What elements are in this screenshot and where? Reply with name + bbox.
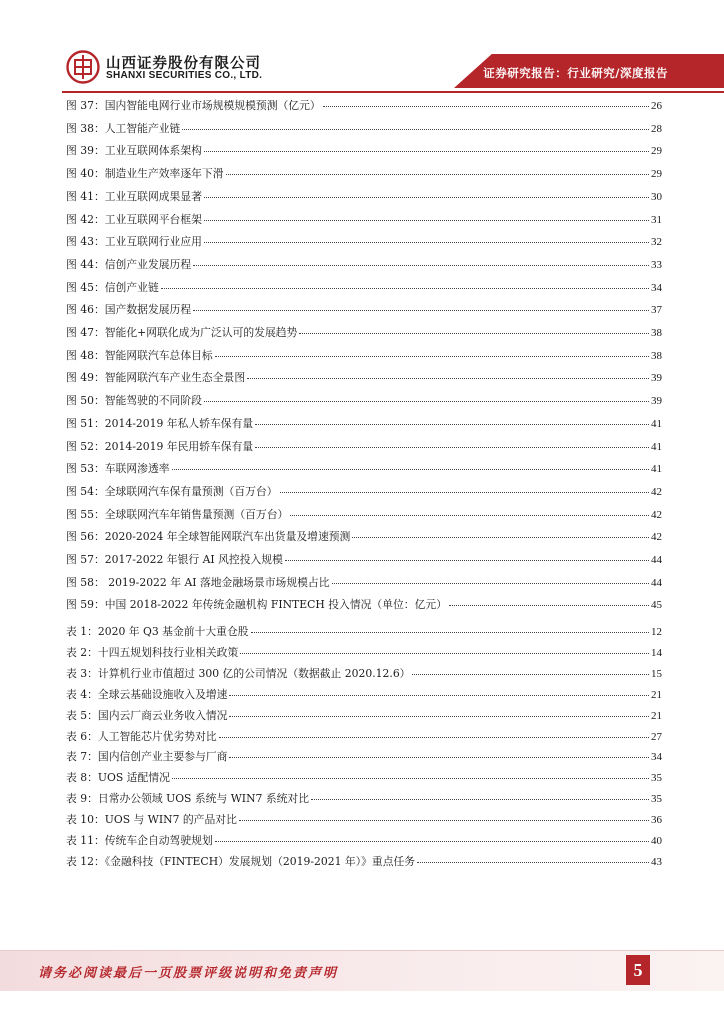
dot-leader	[204, 187, 649, 198]
figure-entry-page: 41	[651, 440, 662, 453]
figure-entry-label: 图 57：2017-2022 年银行 AI 风控投入规模	[66, 553, 283, 566]
table-entry-page: 21	[651, 709, 662, 722]
table-entry-label: 表 4：全球云基础设施收入及增速	[66, 687, 228, 701]
figure-entry[interactable]	[66, 552, 662, 568]
dot-leader	[247, 368, 649, 379]
figure-entry-label: 图 51：2014-2019 年私人轿车保有量	[66, 416, 254, 430]
table-entry-page: 35	[651, 772, 662, 785]
dot-leader	[299, 323, 649, 334]
dot-leader	[412, 664, 649, 675]
figure-entry-label: 图 43：工业互联网行业应用	[66, 235, 202, 249]
dot-leader	[239, 810, 649, 821]
figure-entry-label: 图 54：全球联网汽车保有量预测（百万台）	[66, 484, 278, 498]
figure-entry[interactable]	[66, 121, 662, 137]
dot-leader	[290, 505, 649, 516]
table-entry[interactable]	[66, 833, 662, 849]
table-entry[interactable]	[66, 666, 662, 682]
table-entry[interactable]	[66, 791, 662, 807]
figure-entry[interactable]	[66, 212, 662, 228]
dot-leader	[204, 391, 649, 402]
figure-entry-page: 41	[651, 463, 662, 476]
table-entry-label: 表 9：日常办公领域 UOS 系统与 WIN7 系统对比	[66, 792, 310, 806]
dot-leader	[219, 727, 649, 738]
figure-entry[interactable]	[66, 302, 662, 318]
figure-entry[interactable]	[66, 461, 662, 477]
table-entry-label: 表 3：计算机行业市值超过 300 亿的公司情况（数据截止 2020.12.6）	[66, 666, 411, 680]
figure-entry-label: 图 50：智能驾驶的不同阶段	[66, 394, 202, 408]
figure-entry-label: 图 39：工业互联网体系架构	[66, 144, 202, 158]
figure-entry-label: 图 40：制造业生产效率逐年下滑	[66, 167, 224, 181]
table-entry[interactable]	[66, 624, 662, 640]
figure-entry-page: 33	[651, 258, 662, 271]
figure-entry-label: 图 58： 2019-2022 年 AI 落地金融场景市场规模占比	[66, 575, 330, 589]
figure-entry-label: 图 49：智能网联汽车产业生态全景图	[66, 371, 246, 385]
table-entry-label: 表 8：UOS 适配情况	[66, 771, 170, 785]
figure-entry-label: 图 48：智能网联汽车总体目标	[66, 348, 213, 362]
figure-entry[interactable]	[66, 439, 662, 455]
figure-entry-page: 29	[651, 168, 662, 181]
dot-leader	[204, 210, 649, 221]
dot-leader	[229, 747, 649, 758]
table-entry-page: 12	[651, 626, 662, 638]
dot-leader	[204, 141, 649, 152]
figure-entry-label: 图 59：中国 2018-2022 年传统金融机构 FINTECH 投入情况（单位：亿元）	[66, 598, 447, 612]
figure-entry-page: 32	[651, 236, 662, 249]
table-entry[interactable]	[66, 749, 662, 765]
figure-entry-page: 38	[651, 327, 662, 339]
figure-entry-label: 图 52：2014-2019 年民用轿车保有量	[66, 439, 254, 453]
figure-entry-label: 图 45：信创产业链	[66, 280, 159, 294]
dot-leader	[352, 527, 649, 538]
table-entry[interactable]	[66, 708, 662, 724]
figure-entry[interactable]	[66, 234, 662, 250]
page-header	[0, 0, 724, 96]
table-entry-page: 40	[651, 835, 662, 847]
disclaimer-text: 请务必阅读最后一页股票评级说明和免责声明	[38, 966, 339, 981]
figure-entry-page: 26	[651, 100, 662, 112]
figure-entry-label: 图 46：国产数据发展历程	[66, 303, 192, 317]
figure-entry[interactable]	[66, 597, 662, 613]
figure-entry-page: 34	[651, 281, 662, 294]
dot-leader	[193, 300, 649, 311]
table-entry-page: 21	[651, 688, 662, 701]
dot-leader	[172, 459, 649, 470]
figure-entry[interactable]	[66, 575, 662, 591]
figure-entry[interactable]	[66, 484, 662, 500]
figure-entry[interactable]	[66, 189, 662, 205]
dot-leader	[182, 119, 649, 130]
figure-entry-label: 图 41：工业互联网成果显著	[66, 189, 202, 203]
figure-entry-label: 图 37：国内智能电网行业市场规模规模预测（亿元）	[66, 99, 321, 112]
table-entry-page: 15	[651, 667, 662, 680]
dot-leader	[323, 96, 649, 107]
table-entry-label: 表 1：2020 年 Q3 基金前十大重仓股	[66, 625, 249, 638]
figure-entry[interactable]	[66, 143, 662, 159]
table-entry-label: 表 2：十四五规划科技行业相关政策	[66, 645, 239, 659]
dot-leader	[215, 831, 649, 842]
table-entry[interactable]	[66, 729, 662, 745]
table-entry[interactable]	[66, 770, 662, 786]
figure-entry[interactable]	[66, 98, 662, 114]
company-name-en: SHANXI SECURITIES CO., LTD.	[106, 70, 263, 81]
dot-leader	[229, 685, 649, 696]
table-entry-label: 表 10：UOS 与 WIN7 的产品对比	[66, 813, 237, 827]
figure-entry-page: 39	[651, 395, 662, 408]
table-entry-label: 表 11：传统车企自动驾驶规划	[66, 834, 213, 847]
figure-entry[interactable]	[66, 507, 662, 523]
figure-entry-page: 44	[651, 554, 662, 566]
dot-leader	[255, 437, 649, 448]
dot-leader	[251, 622, 649, 633]
dot-leader	[226, 164, 649, 175]
dot-leader	[255, 414, 649, 425]
table-entry-label: 表 5：国内云厂商云业务收入情况	[66, 708, 228, 722]
table-entry-label: 表 6：人工智能芯片优劣势对比	[66, 729, 217, 743]
table-entry-label: 表 7：国内信创产业主要参与厂商	[66, 750, 228, 764]
dot-leader	[285, 550, 649, 561]
figure-entry[interactable]	[66, 257, 662, 273]
figure-entry-page: 28	[651, 122, 662, 135]
table-entry-page: 27	[651, 730, 662, 743]
dot-leader	[172, 768, 649, 779]
figure-entry-page: 41	[651, 417, 662, 430]
figure-entry-page: 31	[651, 213, 662, 226]
dot-leader	[449, 595, 649, 606]
figure-entry-page: 37	[651, 304, 662, 317]
figure-entry-page: 38	[651, 349, 662, 362]
figure-entry-page: 29	[651, 145, 662, 158]
figure-entry[interactable]	[66, 416, 662, 432]
figure-entry-page: 30	[651, 190, 662, 203]
dot-leader	[161, 278, 649, 289]
figure-entry-label: 图 44：信创产业发展历程	[66, 257, 192, 271]
figure-entry[interactable]	[66, 393, 662, 409]
table-entry[interactable]	[66, 645, 662, 661]
dot-leader	[417, 852, 649, 863]
table-entry-page: 14	[651, 646, 662, 659]
figure-entry-page: 42	[651, 508, 662, 521]
figure-entry-page: 42	[651, 531, 662, 544]
figure-entry-label: 图 55：全球联网汽车年销售量预测（百万台）	[66, 507, 289, 521]
dot-leader	[215, 346, 649, 357]
figure-entry[interactable]	[66, 325, 662, 341]
dot-leader	[193, 255, 649, 266]
header-divider	[62, 91, 724, 93]
dot-leader	[204, 232, 649, 243]
dot-leader	[311, 789, 649, 800]
company-name-cn: 山西证券股份有限公司	[106, 56, 261, 72]
table-entry-page: 35	[651, 793, 662, 806]
table-entry[interactable]	[66, 854, 662, 870]
figure-entry-label: 图 38：人工智能产业链	[66, 121, 181, 135]
table-entry[interactable]	[66, 812, 662, 828]
table-entry-label: 表 12：《金融科技（FINTECH）发展规划（2019-2021 年）》重点任务	[66, 854, 416, 868]
figure-entry-label: 图 42：工业互联网平台框架	[66, 212, 202, 226]
figure-entry-page: 45	[651, 599, 662, 612]
dot-leader	[332, 573, 649, 584]
table-entry-page: 43	[651, 855, 662, 868]
figure-entry[interactable]	[66, 348, 662, 364]
figure-entry-page: 44	[651, 576, 662, 589]
figure-entry[interactable]	[66, 166, 662, 182]
figure-entry[interactable]	[66, 529, 662, 545]
table-entry-page: 34	[651, 751, 662, 764]
figure-entry-label: 图 47：智能化+网联化成为广泛认可的发展趋势	[66, 326, 298, 339]
figure-entry-page: 42	[651, 485, 662, 498]
dot-leader	[280, 482, 649, 493]
figure-entry[interactable]	[66, 370, 662, 386]
dot-leader	[229, 706, 649, 717]
figure-entry-label: 图 56：2020-2024 年全球智能网联汽车出货量及增速预测	[66, 530, 351, 544]
company-logo-icon	[66, 50, 100, 84]
report-type-text: 证券研究报告：行业研究/深度报告	[483, 66, 668, 80]
figure-entry-label: 图 53：车联网渗透率	[66, 462, 170, 476]
figure-entry[interactable]	[66, 280, 662, 296]
figure-entry-page: 39	[651, 372, 662, 385]
page-number: 5	[626, 955, 650, 985]
table-entry[interactable]	[66, 687, 662, 703]
table-entry-page: 36	[651, 814, 662, 827]
dot-leader	[240, 643, 649, 654]
